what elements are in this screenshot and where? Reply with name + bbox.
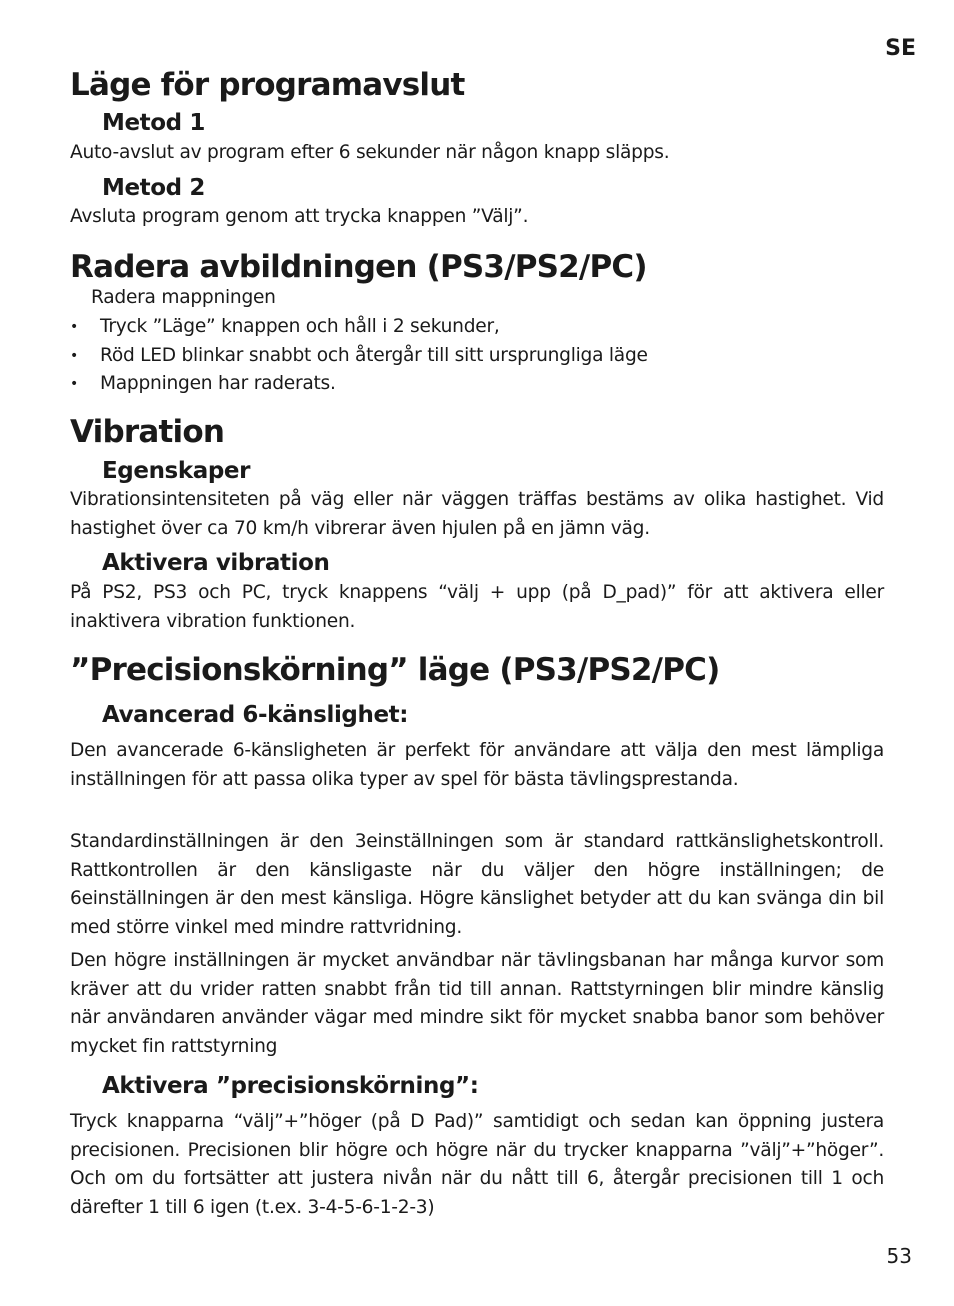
- erase-subtitle: Radera mappningen: [91, 287, 276, 308]
- subheading-method-1: Metod 1: [102, 110, 205, 136]
- precision-paragraph-3: Den högre inställningen är mycket användbar när tävlingsbanan har många kurvor som kräver att du vrider ratten snabbt från tid till annan. Rattstyrningen blir mindre känslig när användaren använder vägar med mindre sikt för mycket snabba banor som behöver mycket fin rattstyrning: [70, 950, 884, 1057]
- precision-paragraph-4: Tryck knapparna “välj”+”höger (på D Pad)” samtidigt och sedan kan öppning justera precisionen. Precisionen blir högre och högre när du trycker knapparna ”välj”+”höger”. Och om du fortsätter att justera nivån när du nått till 6, återgår precisionen till 1 och därefter 1 till 6 igen (t.ex. 3-4-5-6-1-2-3): [70, 1111, 884, 1218]
- subheading-activate-precision: Aktivera ”precisionskörning”:: [102, 1073, 479, 1099]
- subheading-advanced-sensitivity: Avancerad 6-känslighet:: [102, 702, 409, 728]
- list-item: • Tryck ”Läge” knappen och håll i 2 sekunder,: [70, 313, 648, 342]
- heading-program-exit: Läge för programavslut: [70, 67, 465, 103]
- subheading-activate-vibration: Aktivera vibration: [102, 550, 330, 576]
- precision-paragraph-1: Den avancerade 6-känsligheten är perfekt för användare att välja den mest lämpliga inställningen för att passa olika typer av spel för bästa tävlingsprestanda.: [70, 740, 884, 790]
- activate-vibration-text: På PS2, PS3 och PC, tryck knappens “välj + upp (på D_pad)” för att aktivera eller inaktivera vibration funktionen.: [70, 582, 884, 632]
- erase-steps-list: [70, 313, 648, 399]
- heading-erase-mapping: Radera avbildningen (PS3/PS2/PC): [70, 249, 647, 285]
- list-item: • Mappningen har raderats.: [70, 370, 648, 399]
- method-1-text: Auto-avslut av program efter 6 sekunder när någon knapp släpps.: [70, 142, 670, 163]
- language-code: SE: [885, 36, 916, 61]
- vibration-properties-text: Vibrationsintensiteten på väg eller när väggen träffas bestäms av olika hastighet. Vid hastighet över ca 70 km/h vibrerar även hjulen på en jämn väg.: [70, 489, 884, 539]
- method-2-text: Avsluta program genom att trycka knappen ”Välj”.: [70, 206, 529, 227]
- page-number: 53: [886, 1244, 912, 1268]
- subheading-method-2: Metod 2: [102, 175, 205, 201]
- heading-vibration: Vibration: [70, 414, 225, 450]
- precision-paragraph-2: Standardinställningen är den 3einställningen som är standard rattkänslighetskontroll. Rattkontrollen är den känsligaste när du väljer den högre inställningen; de 6einställningen är den mest känsliga. Högre känslighet betyder att du kan svänga din bil med större vinkel med mindre rattvridning.: [70, 831, 884, 938]
- list-item: • Röd LED blinkar snabbt och återgår till sitt ursprungliga läge: [70, 342, 648, 371]
- subheading-properties: Egenskaper: [102, 458, 251, 484]
- heading-precision-mode: ”Precisionskörning” läge (PS3/PS2/PC): [70, 652, 720, 688]
